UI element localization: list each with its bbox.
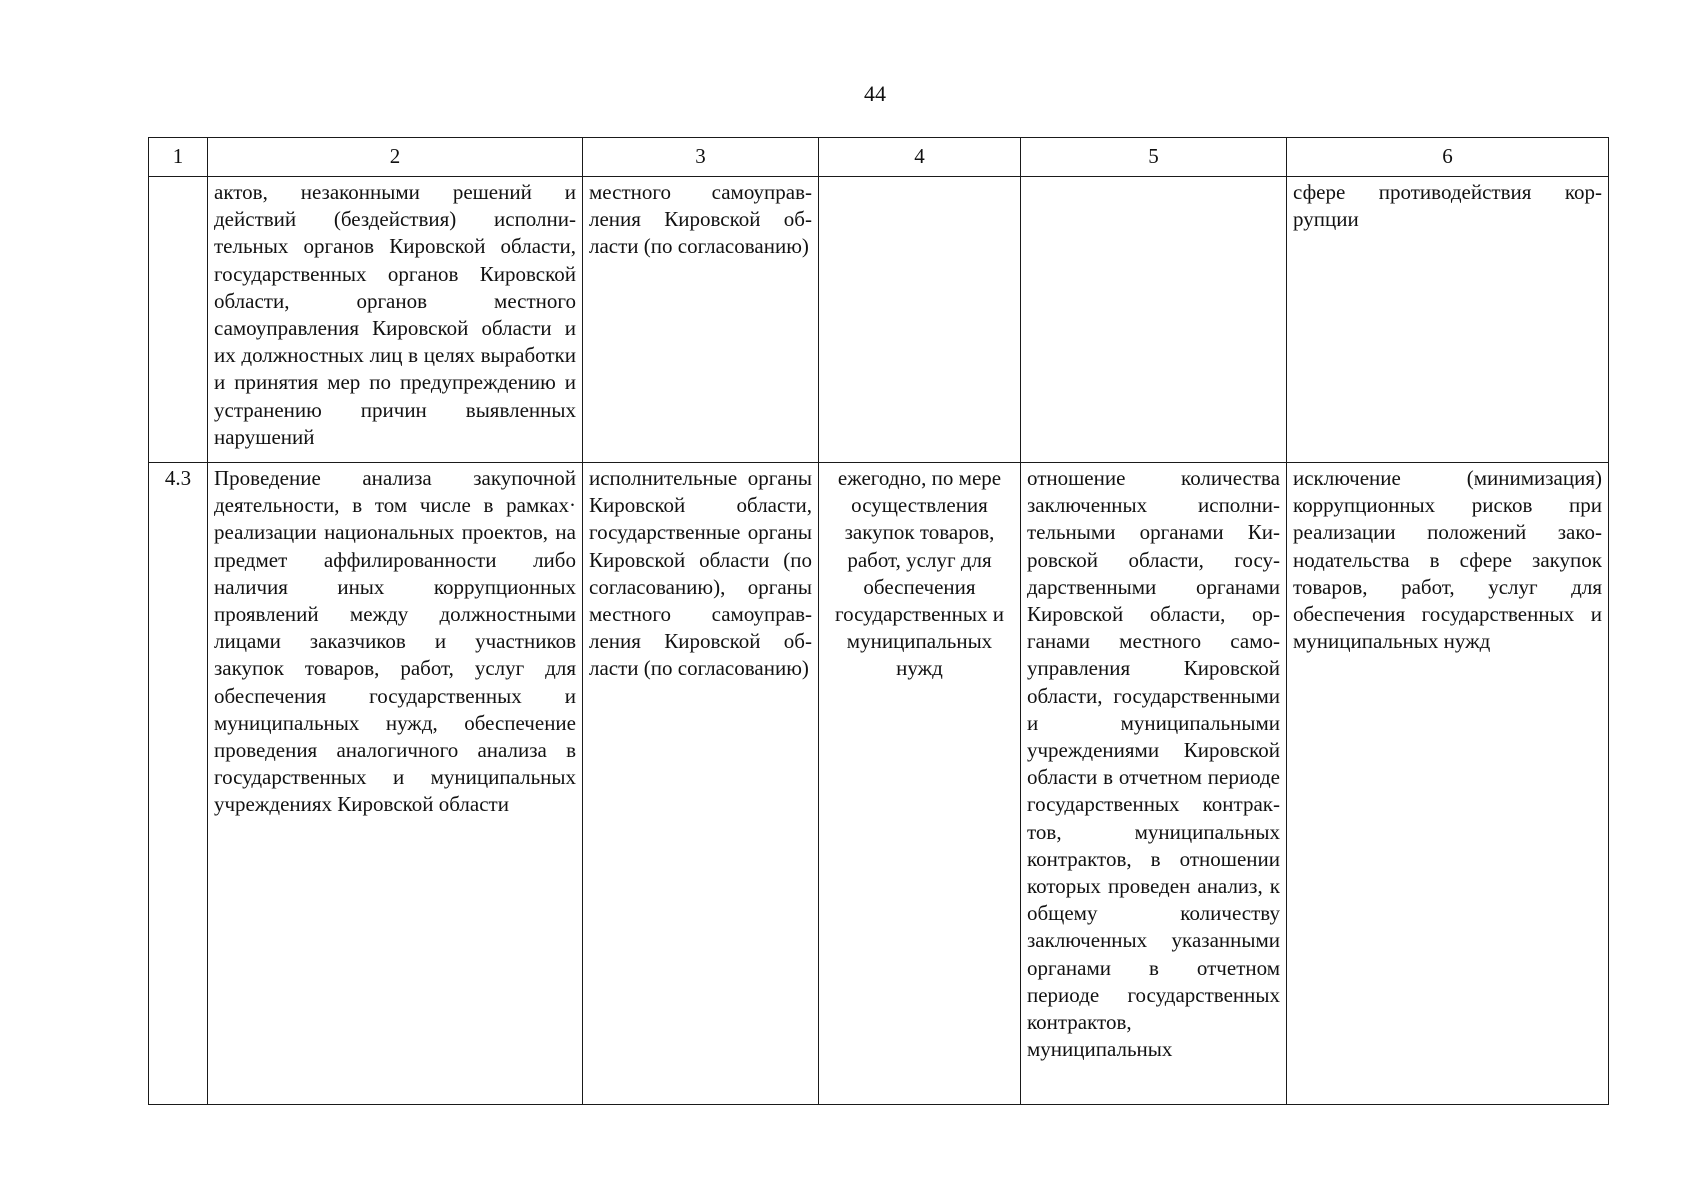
- executors-cell: местного самоуправления Кировской области (по согласованию): [583, 177, 819, 463]
- indicator-cell: отношение количества заключенных исполнительными органами Кировской области, государственными органами Кировской области, органами местного самоуправления Кировской области, государственными и муниципальными учреждениями Кировской области в отчетном периоде государственных контрактов, муниципальных контрактов, в отношении которых проведен анализ, к общему количеству заключенных указанными органами в отчетном периоде государственных контрактов, муниципальных: [1021, 463, 1287, 1105]
- table-row: [149, 463, 1609, 1105]
- measure-cell: Проведение анализа закупочной деятельности, в том числе в рамках· реализации национальных проектов, на предмет аффилированности либо наличия иных коррупционных проявлений между должностными лицами заказчиков и участников закупок товаров, работ, услуг для обеспечения государственных и муниципальных нужд, обеспечение проведения аналогичного анализа в государственных и муниципальных учреждениях Кировской области: [208, 463, 583, 1105]
- indicator-cell: [1021, 177, 1287, 463]
- result-cell: сфере противодействия коррупции: [1287, 177, 1609, 463]
- column-header: 2: [208, 138, 583, 177]
- deadline-cell: [819, 177, 1021, 463]
- row-number-cell: [149, 177, 208, 463]
- table-row: [149, 177, 1609, 463]
- executors-cell: исполнительные органы Кировской области, государственные органы Кировской области (по согласованию), органы местного самоуправления Кировской области (по согласованию): [583, 463, 819, 1105]
- column-header: 5: [1021, 138, 1287, 177]
- deadline-cell: ежегодно, по мере осуществления закупок товаров, работ, услуг для обеспечения государственных и муниципальных нужд: [819, 463, 1021, 1105]
- page-number: 44: [864, 81, 886, 106]
- column-header: 1: [149, 138, 208, 177]
- row-number-cell: 4.3: [149, 463, 208, 1105]
- table-header-row: [149, 138, 1609, 177]
- measure-cell: актов, незаконными решений и действий (бездействия) исполнительных органов Кировской области, государственных органов Кировской области, органов местного самоуправления Кировской области и их должностных лиц в целях выработки и принятия мер по предупреждению и устранению причин выявленных нарушений: [208, 177, 583, 463]
- measures-table: [148, 137, 1609, 1105]
- column-header: 4: [819, 138, 1021, 177]
- column-header: 3: [583, 138, 819, 177]
- column-header: 6: [1287, 138, 1609, 177]
- result-cell: исключение (минимизация) коррупционных рисков при реализации положений законодательства в сфере закупок товаров, работ, услуг для обеспечения государственных и муниципальных нужд: [1287, 463, 1609, 1105]
